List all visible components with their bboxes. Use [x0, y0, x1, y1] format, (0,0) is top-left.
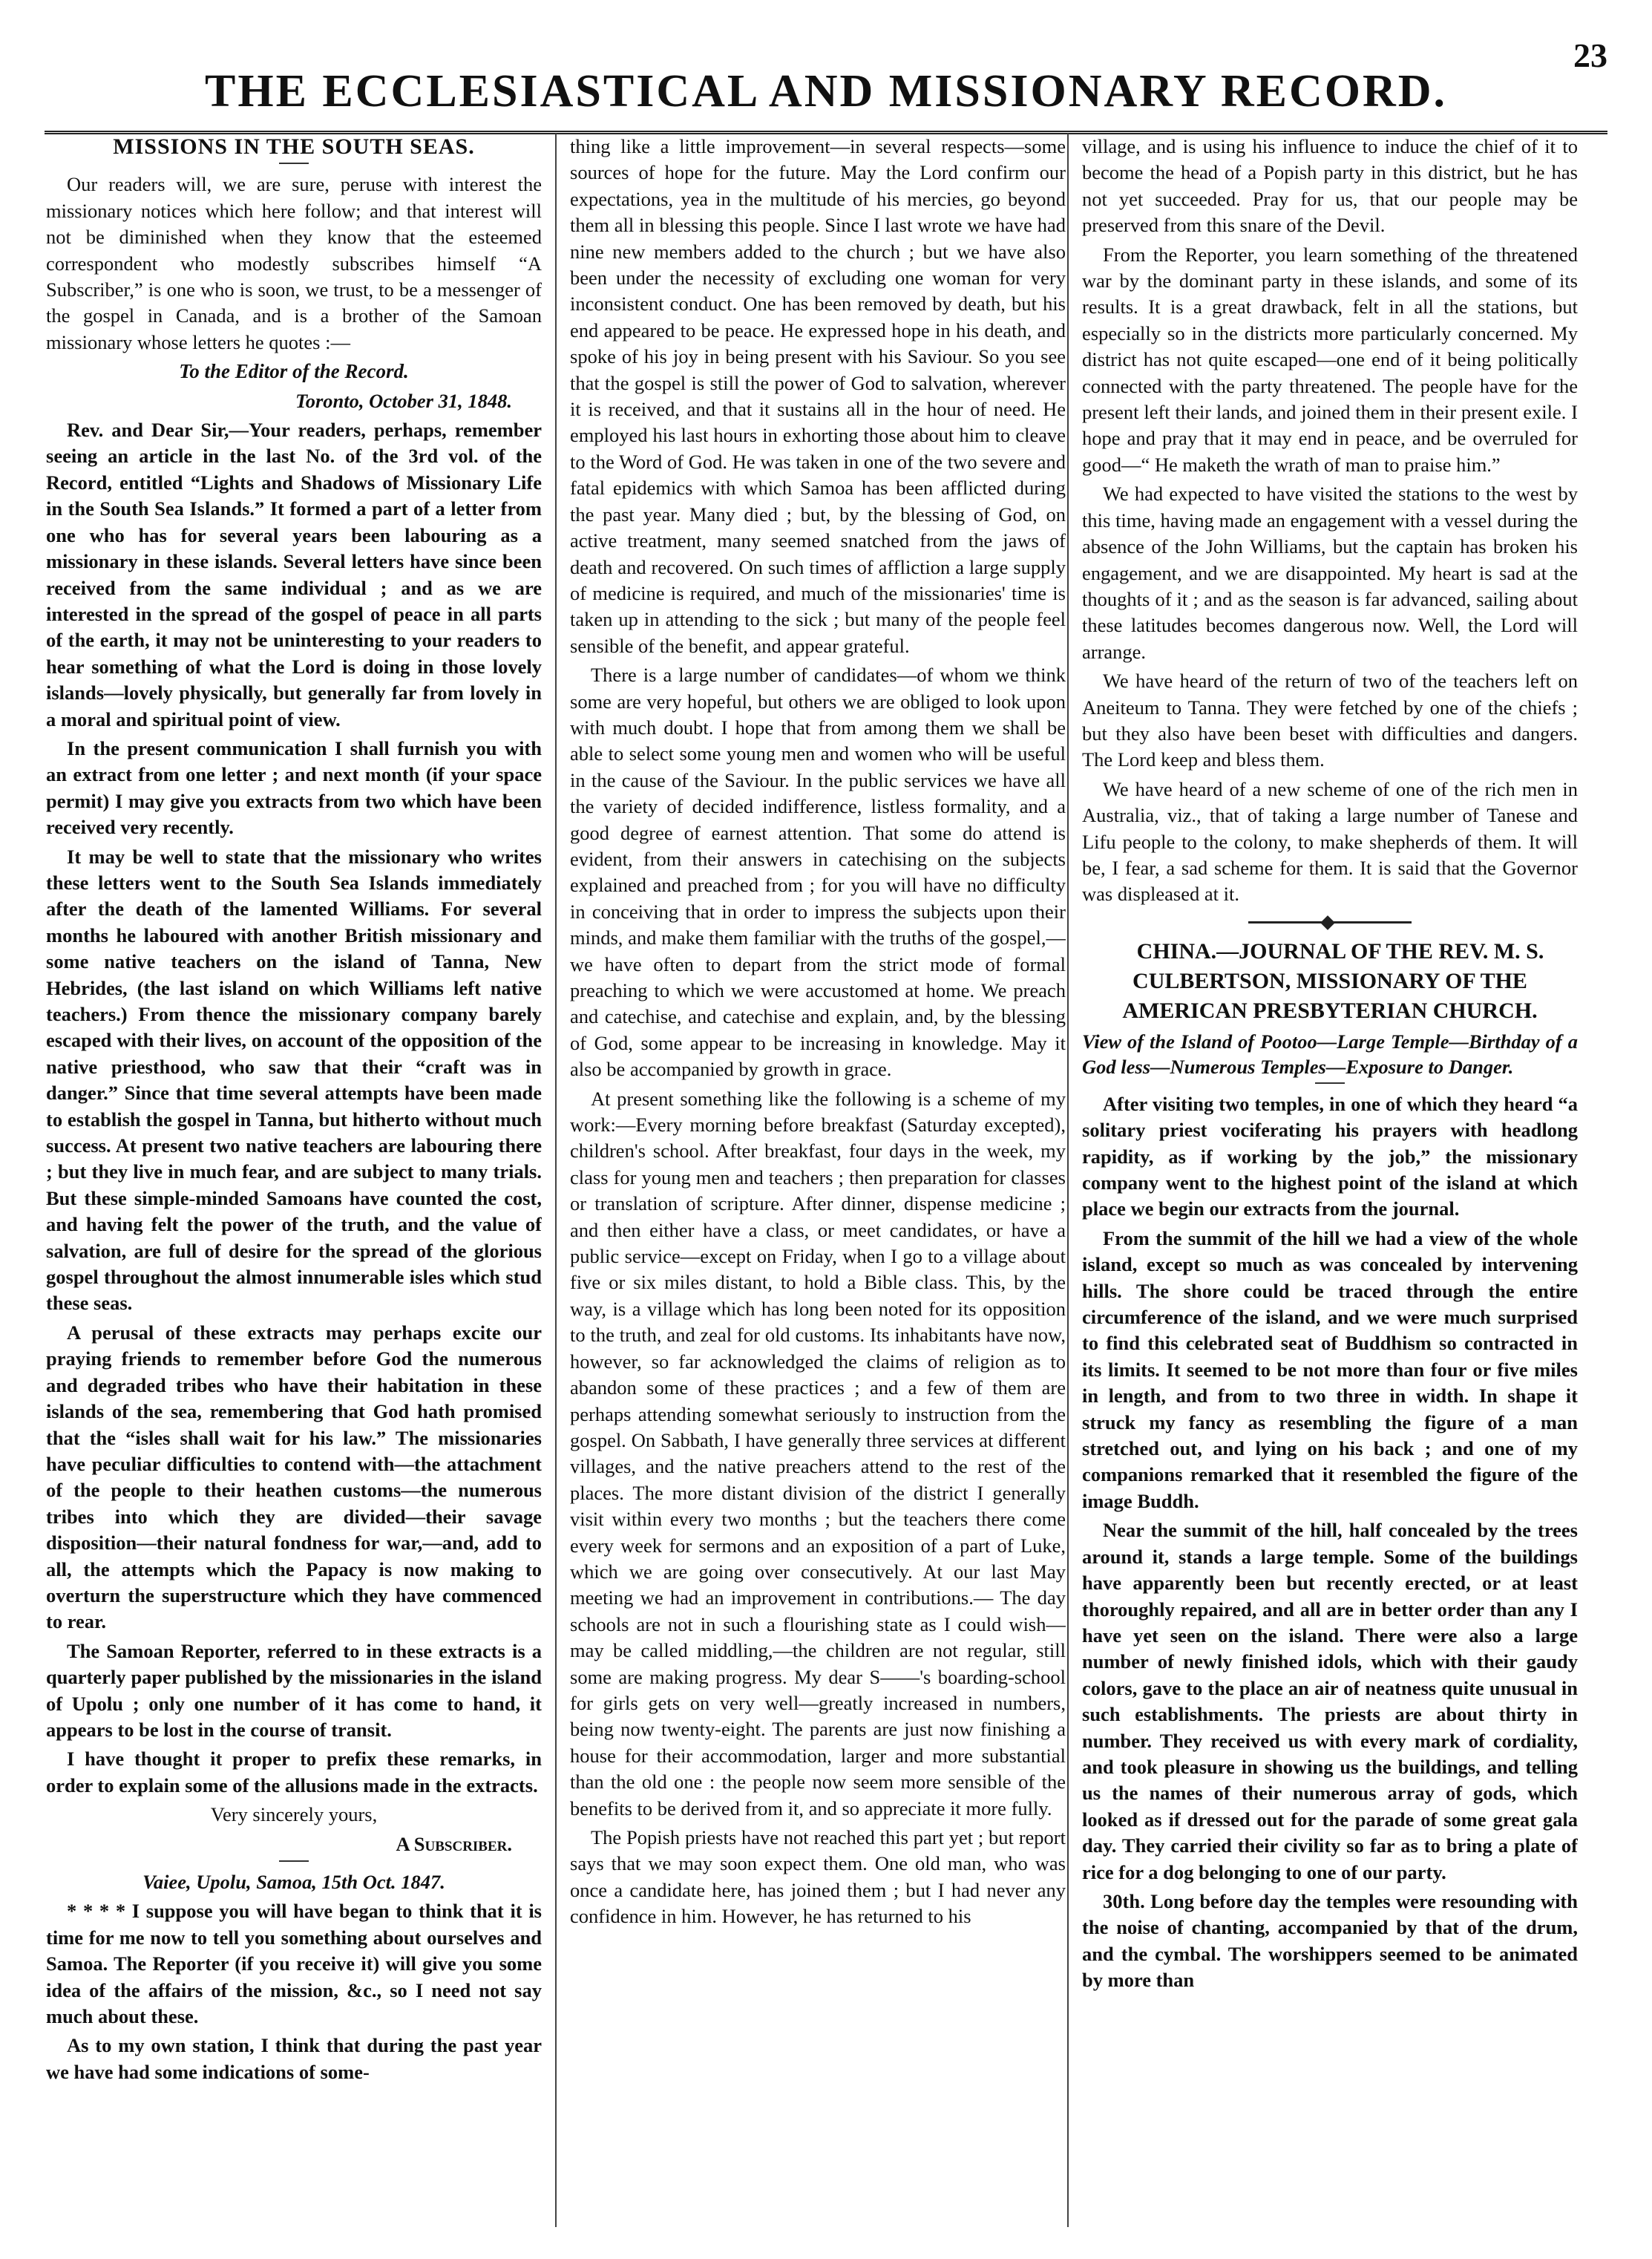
column-1	[46, 134, 542, 2235]
body-paragraph: After visiting two temples, in one of which they heard “a solitary priest vociferating his prayers with headlong rapidity, as if working by the job,” the missionary company went to the highest point of the island at which place we begin our extracts from the journal.	[1082, 1092, 1578, 1220]
column-divider	[1067, 134, 1069, 2227]
second-dateline: Vaiee, Upolu, Samoa, 15th Oct. 1847.	[142, 1871, 445, 1893]
letter-heading: To the Editor of the Record.	[179, 360, 409, 383]
column-2	[570, 134, 1066, 2235]
body-paragraph: There is a large number of candidates—of whom we think some are very hopeful, but others we are obliged to look upon with much doubt. I hope that from among them we shall be able to select some young men and women who will be useful in the cause of the Saviour. In the public services we have all the variety of decided indifference, listless formality, and a good degree of earnest attention. That some do attend is evident, from their answers in catechising on the subjects explained and preached from ; for you will have no difficulty in conceiving that in order to impress the subjects upon their minds, and make them familiar with the truths of the gospel,—we have often to depart from the strict mode of formal preaching to which we were accustomed at home. We preach and catechise, and catechise and explain, and, by the blessing of God, some appear to be increasing in knowledge. May it also be accompanied by growth in grace.	[570, 664, 1066, 1081]
body-paragraph: From the summit of the hill we had a view of the whole island, except so much as was concealed by intervening hills. The shore could be traced through the entire circumference of the island, and we were much surprised to find this celebrated seat of Buddhism so contracted in its limits. It seemed to be not more than four or five miles in length, and from to two three in width. In shape it struck my fancy as resembling the figure of a man stretched out, and lying on his back ; and one of my companions remarked that it resembled the figure of the image Buddh.	[1082, 1226, 1578, 1512]
body-paragraph: Near the summit of the hill, half concealed by the trees around it, stands a large temple. Some of the buildings have apparently been but recently erected, or at least thoroughly repaired, and all are in better order than any I have yet seen on the island. There were also a large number of newly finished idols, which with their gaudy colors, gave to the place an air of neatness quite unusual in such establishments. The priests are about thirty in number. They received us with every mark of cordiality, and took pleasure in showing us the buildings, and telling us the names of their numerous array of gods, which looked as if dressed out for the parade of some great gala day. They carried their civility so far as to bring a plate of rice for a dog belonging to one of our party.	[1082, 1519, 1578, 1883]
short-rule	[279, 163, 309, 164]
article-headline-china: CHINA.—JOURNAL OF THE REV. M. S. CULBERTSON, MISSIONARY OF THE AMERICAN PRESBYTERIAN CHURCH.	[1122, 938, 1544, 1023]
short-rule	[1315, 1082, 1345, 1084]
body-paragraph: 30th. Long before day the temples were resounding with the noise of chanting, accompanied by that of the drum, and the cymbal. The worshippers seemed to be animated by more than	[1082, 1889, 1578, 1992]
article-deck: View of the Island of Pootoo—Large Temple—Birthday of a God less—Numerous Temples—Exposure to Danger.	[1082, 1030, 1578, 1078]
masthead-title: THE ECCLESIASTICAL AND MISSIONARY RECORD.	[204, 66, 1448, 117]
letter-dateline: Toronto, October 31, 1848.	[295, 389, 512, 412]
intro-paragraph: Our readers will, we are sure, peruse with interest the missionary notices which here follow; and that interest will not be diminished when they know that the esteemed correspondent who modestly subscribes himself “A Subscriber,” is one who is soon, we trust, to be a messenger of the gospel in Canada, and is a brother of the Samoan missionary whose letters he quotes :—	[46, 173, 542, 353]
body-paragraph: thing like a little improvement—in several respects—some sources of hope for the future. May the Lord confirm our expectations, yea in the multitude of his mercies, go beyond them all in blessing this people. Since I last wrote we have had nine new members added to the church ; but we have also been under the necessity of excluding one woman for very inconsistent conduct. One has been removed by death, but his end appeared to be peace. He expressed hope in his death, and spoke of his joy in being present with his Saviour. So you see that the gospel is still the power of God to salvation, wherever it is received, and that it sustains all in the hour of need. He employed his last hours in exhorting those about him to cleave to the Word of God. He was taken in one of the two severe and fatal epidemics with which Samoa has been afflicted during the past year. Many died ; but, by the blessing of God, on active treatment, many seemed snatched from the jaws of death and recovered. On such times of affliction a large supply of medicine is required, and much of the missionaries' time is taken up in attending to the sick ; but many of the people feel sensible of the benefit, and appear grateful.	[570, 135, 1066, 657]
body-paragraph: At present something like the following is a scheme of my work:—Every morning before breakfast (Saturday excepted), children's school. After breakfast, four days in the week, my class for young men and teachers ; then preparation for classes or translation of scripture. After dinner, dispense medicine ; and then either have a class, or meet candidates, or have a public service—except on Friday, when I go to a village about five or six miles distant, to hold a Bible class. This, by the way, is a village which has long been noted for its opposition to the truth, and zeal for old customs. Its inhabitants have now, however, so far acknowledged the claims of religion as to abandon some of these practices ; and a few of them are perhaps attending somewhat seriously to instruction from the gospel. On Sabbath, I have generally three services at different villages, and the native preachers attend to the rest of the places. The more distant division of the district I generally visit within every two months ; but the teachers there come every week for sermons and an exposition of a part of Luke, which we are going over consecutively. At our last May meeting we had an improvement in contributions.— The day schools are not in such a flourishing state as I could wish—may be called middling,—the children are not regular, still some are making progress. My dear S——'s boarding-school for girls gets on very well—greatly increased in numbers, being now twenty-eight. The parents are just now finishing a house for their accommodation, larger and more substantial than the old one : the people now seem more sensible of the benefits to be derived from it, and so appreciate it more fully.	[570, 1087, 1066, 1820]
short-rule	[279, 1860, 309, 1862]
body-paragraph: We have heard of a new scheme of one of the rich men in Australia, viz., that of taking a large number of Tanese and Lifu people to the colony, to make shepherds of them. It will be, I fear, a sad scheme for them. It is said that the Governor was displeased at it.	[1082, 777, 1578, 906]
body-paragraph: In the present communication I shall furnish you with an extract from one letter ; and next month (if your space permit) I may give you extracts from two which have been received very recently.	[46, 736, 542, 839]
article-headline-missions: MISSIONS IN THE SOUTH SEAS.	[113, 134, 475, 159]
body-paragraph: We had expected to have visited the stations to the west by this time, having made an engagement with a vessel during the absence of the John Williams, but the captain has broken his engagement, and we are disappointed. My heart is sad at the thoughts of it ; and as the season is far advanced, sailing about these latitudes becomes dangerous now. Well, the Lord will arrange.	[1082, 483, 1578, 663]
body-paragraph: It may be well to state that the missionary who writes these letters went to the South Sea Islands immediately after the death of the lamented Williams. For several months he laboured with another British missionary and some native teachers on the island of Tanna, New Hebrides, (the last island on which Williams left native teachers.) From thence the missionary company barely escaped with their lives, on account of the opposition of the native priesthood, who saw that their “craft was in danger.” Since that time several attempts have been made to establish the gospel in Tanna, but hitherto without much success. At present two native teachers are labouring there ; but they live in much fear, and are subject to many trials. But these simple-minded Samoans have counted the cost, and having felt the power of the truth, and the value of salvation, are full of desire for the spread of the glorious gospel throughout the almost innumerable isles which stud these seas.	[46, 845, 542, 1315]
masthead	[45, 36, 1607, 125]
body-paragraph: * * * * I suppose you will have began to think that it is time for me now to tell you something about ourselves and Samoa. The Reporter (if you receive it) will give you some idea of the affairs of the mission, &c., so I need not say much about these.	[46, 1900, 542, 2028]
body-paragraph: village, and is using his influence to induce the chief of it to become the head of a Popish party in this district, but he has not yet succeeded. Pray for us, that our people may be preserved from this snare of the Devil.	[1082, 135, 1578, 237]
body-paragraph: We have heard of the return of two of the teachers left on Aneiteum to Tanna. They were fetched by one of the chiefs ; but they also have been beset with difficulties and dangers. The Lord keep and bless them.	[1082, 670, 1578, 771]
column-3	[1082, 134, 1578, 2235]
body-paragraph: The Popish priests have not reached this part yet ; but report says that we may soon expect them. One old man, who was once a candidate here, has joined them ; but I had never any confidence in him. However, he has returned to his	[570, 1826, 1066, 1928]
column-divider	[555, 134, 557, 2227]
body-paragraph: I have thought it proper to prefix these remarks, in order to explain some of the allusions made in the extracts.	[46, 1748, 542, 1797]
page-number: 23	[1573, 36, 1607, 74]
closing: Very sincerely yours,	[210, 1803, 378, 1826]
body-paragraph: A perusal of these extracts may perhaps excite our praying friends to remember before God the numerous and degraded tribes who have their habitation in these islands of the sea, remembering that God hath promised that the “isles shall wait for his law.” The missionaries have peculiar difficulties to contend with—the attachment of the people to their heathen customs—the numerous tribes into which they are divided—their savage disposition—their natural fondness for war,—and, add to all, the attempts which the Papacy is now making to overturn the superstructure which they have commenced to rear.	[46, 1321, 542, 1633]
body-paragraph: From the Reporter, you learn something of the threatened war by the dominant party in these islands, and some of its results. It is a great drawback, felt in all the stations, but especially so in the districts more particularly concerned. My district has not quite escaped—one end of it being politically connected with the party threatened. The people have for the present left their lands, and joined them in their present exile. I hope and pray that it may end in peace, and be overruled for good—“ He maketh the wrath of man to praise him.”	[1082, 243, 1578, 476]
body-paragraph: As to my own station, I think that during the past year we have had some indications of some-	[46, 2034, 542, 2083]
body-paragraph: The Samoan Reporter, referred to in these extracts is a quarterly paper published by the missionaries in the island of Upolu ; only one number of it has come to hand, it appears to be lost in the course of transit.	[46, 1639, 542, 1741]
ornament-rule	[1248, 921, 1412, 923]
signature: A Subscriber.	[396, 1832, 512, 1855]
body-paragraph: Rev. and Dear Sir,—Your readers, perhaps, remember seeing an article in the last No. of the 3rd vol. of the Record, entitled “Lights and Shadows of Missionary Life in the South Sea Islands.” It formed a part of a letter from one who has for several years been labouring as a missionary in these islands. Several letters have since been received from the same individual ; and as we are interested in the spread of the gospel of peace in all parts of the earth, it may not be uninteresting to your readers to hear something of what the Lord is doing in those lovely islands—lovely physically, but generally far from lovely in a moral and spiritual point of view.	[46, 419, 542, 730]
